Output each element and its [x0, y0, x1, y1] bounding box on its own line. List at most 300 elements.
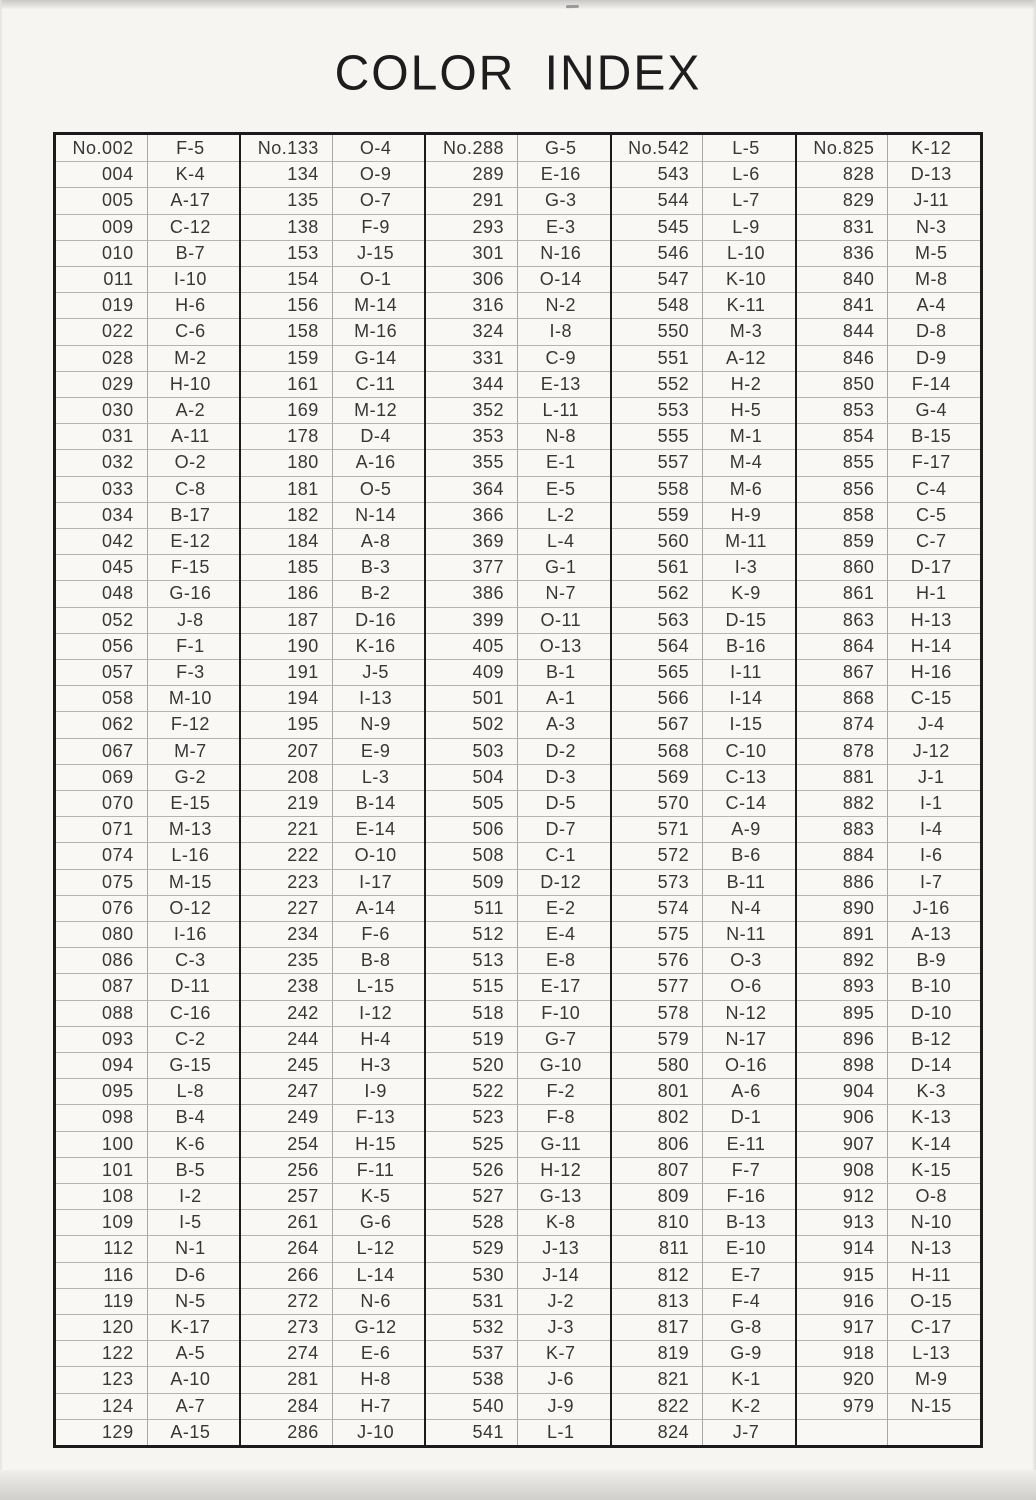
color-number-cell: 153 [241, 240, 333, 266]
color-code-cell: K-14 [888, 1131, 980, 1157]
scan-edge-bottom [0, 1470, 1036, 1500]
color-number-cell: 293 [426, 214, 518, 240]
color-code-cell: A-4 [888, 292, 980, 318]
color-number-cell: No.002 [56, 135, 148, 161]
color-number-cell: 284 [241, 1393, 333, 1419]
color-number-cell: 409 [426, 659, 518, 685]
color-code-cell: E-1 [518, 449, 610, 475]
color-number-cell: 062 [56, 711, 148, 737]
color-code-cell: F-5 [176, 137, 205, 158]
color-code-cell: O-11 [518, 607, 610, 633]
color-number-cell: 882 [797, 790, 889, 816]
color-number-cell: 266 [241, 1262, 333, 1288]
color-number-cell: No.288 [426, 135, 518, 161]
color-code-cell: F-9 [333, 214, 425, 240]
color-number-cell: 067 [56, 738, 148, 764]
color-number-cell: 045 [56, 554, 148, 580]
color-number-cell: 364 [426, 476, 518, 502]
color-code-cell: C-6 [148, 318, 240, 344]
color-code-cell: J-8 [148, 607, 240, 633]
color-code-cell: L-15 [333, 973, 425, 999]
color-number-cell: 186 [241, 580, 333, 606]
color-code-cell: N-13 [888, 1235, 980, 1261]
color-number-cell: No.133 [241, 135, 333, 161]
color-number-cell: 896 [797, 1026, 889, 1052]
color-code-cell: B-15 [888, 423, 980, 449]
color-number-cell: 272 [241, 1288, 333, 1314]
color-code-cell: B-3 [333, 554, 425, 580]
color-code-cell: A-15 [148, 1419, 240, 1445]
color-number-cell: 369 [426, 528, 518, 554]
color-code-cell: O-6 [703, 973, 795, 999]
color-number-cell: 555 [612, 423, 704, 449]
color-code-cell: B-14 [333, 790, 425, 816]
color-number-cell: 238 [241, 973, 333, 999]
color-number-cell: 861 [797, 580, 889, 606]
color-code-cell: E-7 [703, 1262, 795, 1288]
color-code-cell: A-17 [148, 187, 240, 213]
color-code-cell: M-4 [703, 449, 795, 475]
color-number-cell: 034 [56, 502, 148, 528]
color-number-cell: 069 [56, 764, 148, 790]
color-code-cell: E-2 [518, 895, 610, 921]
color-number-cell: 032 [56, 449, 148, 475]
color-number-cell: 850 [797, 371, 889, 397]
color-code-cell: I-12 [333, 1000, 425, 1026]
color-number-cell: 086 [56, 947, 148, 973]
color-code-cell: L-14 [333, 1262, 425, 1288]
color-number-cell: 561 [612, 554, 704, 580]
index-column-group-3 [424, 135, 609, 1445]
color-code-cell: K-2 [703, 1393, 795, 1419]
color-number-cell: 088 [56, 1000, 148, 1026]
color-number-cell: 860 [797, 554, 889, 580]
color-number-cell: 884 [797, 842, 889, 868]
color-number-cell: 033 [56, 476, 148, 502]
color-code-cell: O-10 [333, 842, 425, 868]
color-number-cell: 828 [797, 161, 889, 187]
color-number-cell: 898 [797, 1052, 889, 1078]
color-number-cell: 538 [426, 1366, 518, 1392]
page-title: COLOR INDEX [334, 46, 702, 101]
color-number-cell: 386 [426, 580, 518, 606]
color-code-cell: D-10 [888, 1000, 980, 1026]
color-number-cell: 181 [241, 476, 333, 502]
index-column-group-1 [56, 135, 239, 1445]
color-code-cell: N-9 [333, 711, 425, 737]
color-code-cell: I-15 [703, 711, 795, 737]
color-code-cell: G-2 [148, 764, 240, 790]
color-number-cell: 558 [612, 476, 704, 502]
color-code-cell: F-8 [518, 1104, 610, 1130]
color-number-cell: 908 [797, 1157, 889, 1183]
color-code-cell: D-15 [703, 607, 795, 633]
color-number-cell: 031 [56, 423, 148, 449]
scan-edge-right [1032, 0, 1036, 1500]
color-number-cell: 245 [241, 1052, 333, 1078]
color-number-cell: 511 [426, 895, 518, 921]
color-number-cell: 112 [56, 1235, 148, 1261]
color-number-cell: 184 [241, 528, 333, 554]
color-number-cell: 076 [56, 895, 148, 921]
color-number-cell: 868 [797, 685, 889, 711]
color-number-cell: 916 [797, 1288, 889, 1314]
color-code-cell: D-6 [148, 1262, 240, 1288]
color-code-cell: G-13 [518, 1183, 610, 1209]
color-code-cell: H-5 [703, 397, 795, 423]
color-code-cell: O-2 [148, 449, 240, 475]
color-code-cell: B-8 [333, 947, 425, 973]
color-code-cell: A-11 [148, 423, 240, 449]
color-number-cell: 109 [56, 1209, 148, 1235]
color-code-cell: H-7 [333, 1393, 425, 1419]
color-number-cell: 257 [241, 1183, 333, 1209]
color-code-cell: F-4 [703, 1288, 795, 1314]
color-number-cell: 920 [797, 1366, 889, 1392]
color-code-cell: F-1 [148, 633, 240, 659]
color-code-cell: C-16 [148, 1000, 240, 1026]
color-code-cell: J-15 [333, 240, 425, 266]
color-code-cell: H-12 [518, 1157, 610, 1183]
color-number-cell: 075 [56, 869, 148, 895]
color-code-cell: D-4 [333, 423, 425, 449]
color-code-cell: G-5 [545, 137, 577, 158]
color-number-cell: 559 [612, 502, 704, 528]
color-code-cell: M-5 [888, 240, 980, 266]
color-number-cell: 806 [612, 1131, 704, 1157]
color-number-cell: 011 [56, 266, 148, 292]
color-code-cell: B-2 [333, 580, 425, 606]
color-code-cell: G-11 [518, 1131, 610, 1157]
color-number-cell: 187 [241, 607, 333, 633]
color-number-cell: 156 [241, 292, 333, 318]
index-column-group-2 [239, 135, 424, 1445]
color-code-cell: C-17 [888, 1314, 980, 1340]
color-number-cell: 182 [241, 502, 333, 528]
color-number-cell: 824 [612, 1419, 704, 1445]
color-code-cell: E-5 [518, 476, 610, 502]
color-number-cell: 858 [797, 502, 889, 528]
color-code-cell: C-12 [148, 214, 240, 240]
color-number-cell: 154 [241, 266, 333, 292]
color-number-cell: 377 [426, 554, 518, 580]
color-number-cell: 344 [426, 371, 518, 397]
color-code-cell: J-16 [888, 895, 980, 921]
color-number-cell: 071 [56, 816, 148, 842]
color-code-cell: H-16 [888, 659, 980, 685]
color-code-cell: I-17 [333, 869, 425, 895]
color-code-cell: K-15 [888, 1157, 980, 1183]
color-code-cell: C-14 [703, 790, 795, 816]
color-number-cell: 235 [241, 947, 333, 973]
scan-artifact-mark [566, 5, 579, 8]
color-number-cell: 004 [56, 161, 148, 187]
color-number-cell: 098 [56, 1104, 148, 1130]
color-code-cell: D-9 [888, 345, 980, 371]
color-number-cell: 247 [241, 1078, 333, 1104]
color-number-cell: 273 [241, 1314, 333, 1340]
color-code-cell: N-6 [333, 1288, 425, 1314]
color-code-cell: J-14 [518, 1262, 610, 1288]
color-number-cell: 504 [426, 764, 518, 790]
color-number-cell: 564 [612, 633, 704, 659]
color-number-cell: 540 [426, 1393, 518, 1419]
color-code-cell: K-7 [518, 1340, 610, 1366]
color-number-cell: 551 [612, 345, 704, 371]
color-number-cell: 895 [797, 1000, 889, 1026]
color-code-cell: I-7 [888, 869, 980, 895]
color-code-cell: H-2 [703, 371, 795, 397]
color-code-cell: C-13 [703, 764, 795, 790]
color-number-cell: 135 [241, 187, 333, 213]
color-number-cell: 161 [241, 371, 333, 397]
color-code-cell: C-10 [703, 738, 795, 764]
color-code-cell: O-9 [333, 161, 425, 187]
color-number-cell: 352 [426, 397, 518, 423]
color-number-cell: 101 [56, 1157, 148, 1183]
color-code-cell: L-2 [518, 502, 610, 528]
color-code-cell: G-16 [148, 580, 240, 606]
color-number-cell: 256 [241, 1157, 333, 1183]
color-number-cell: 120 [56, 1314, 148, 1340]
color-number-cell: 840 [797, 266, 889, 292]
color-code-cell: L-11 [518, 397, 610, 423]
color-code-cell: D-12 [518, 869, 610, 895]
color-number-cell: 353 [426, 423, 518, 449]
color-number-cell: 525 [426, 1131, 518, 1157]
scan-edge-left [0, 0, 3, 1500]
color-code-cell: F-3 [148, 659, 240, 685]
color-code-cell: M-11 [703, 528, 795, 554]
color-number-cell: 306 [426, 266, 518, 292]
color-code-cell: B-10 [888, 973, 980, 999]
color-number-cell: 810 [612, 1209, 704, 1235]
color-code-cell: I-16 [148, 921, 240, 947]
color-code-cell: M-12 [333, 397, 425, 423]
color-code-cell: G-6 [333, 1209, 425, 1235]
color-code-cell: A-13 [888, 921, 980, 947]
color-number-cell: 074 [56, 842, 148, 868]
color-number-cell: 261 [241, 1209, 333, 1235]
color-number-cell: 523 [426, 1104, 518, 1130]
color-number-cell: 242 [241, 1000, 333, 1026]
color-number-cell: 080 [56, 921, 148, 947]
color-code-cell: A-7 [148, 1393, 240, 1419]
color-number-cell: 158 [241, 318, 333, 344]
color-number-cell: 576 [612, 947, 704, 973]
color-number-cell: 291 [426, 187, 518, 213]
color-number-cell: 859 [797, 528, 889, 554]
color-code-cell: D-8 [888, 318, 980, 344]
color-code-cell: N-2 [518, 292, 610, 318]
color-number-cell: 546 [612, 240, 704, 266]
color-code-cell: B-1 [518, 659, 610, 685]
color-number-cell: 530 [426, 1262, 518, 1288]
color-number-cell: 817 [612, 1314, 704, 1340]
color-number-cell: 208 [241, 764, 333, 790]
color-number-cell: 503 [426, 738, 518, 764]
color-code-cell: B-5 [148, 1157, 240, 1183]
color-code-cell: C-2 [148, 1026, 240, 1052]
color-number-cell: 913 [797, 1209, 889, 1235]
color-number-cell: 116 [56, 1262, 148, 1288]
color-code-cell: N-11 [703, 921, 795, 947]
color-number-cell: 405 [426, 633, 518, 659]
color-code-cell: G-3 [518, 187, 610, 213]
color-number-cell: 095 [56, 1078, 148, 1104]
color-code-cell: K-1 [703, 1366, 795, 1392]
color-number-cell: 129 [56, 1419, 148, 1445]
color-code-cell: B-7 [148, 240, 240, 266]
color-number-cell: 541 [426, 1419, 518, 1445]
color-code-cell: H-11 [888, 1262, 980, 1288]
color-code-cell: M-6 [703, 476, 795, 502]
color-code-cell: L-7 [703, 187, 795, 213]
color-code-cell: N-15 [888, 1393, 980, 1419]
color-number-cell: 195 [241, 711, 333, 737]
color-code-cell: A-6 [703, 1078, 795, 1104]
color-code-cell: C-5 [888, 502, 980, 528]
color-code-cell: O-14 [518, 266, 610, 292]
color-code-cell: B-17 [148, 502, 240, 528]
color-code-cell: K-4 [148, 161, 240, 187]
color-code-cell: A-1 [518, 685, 610, 711]
color-number-cell: 529 [426, 1235, 518, 1261]
color-number-cell: 108 [56, 1183, 148, 1209]
color-code-cell: L-12 [333, 1235, 425, 1261]
color-number-cell: 219 [241, 790, 333, 816]
color-code-cell: D-14 [888, 1052, 980, 1078]
color-code-cell: D-11 [148, 973, 240, 999]
color-number-cell: 569 [612, 764, 704, 790]
color-number-cell: 836 [797, 240, 889, 266]
color-number-cell: 567 [612, 711, 704, 737]
color-code-cell: C-7 [888, 528, 980, 554]
color-number-cell: 286 [241, 1419, 333, 1445]
color-code-cell: G-12 [333, 1314, 425, 1340]
color-code-cell: M-7 [148, 738, 240, 764]
color-number-cell: 801 [612, 1078, 704, 1104]
color-number-cell: 234 [241, 921, 333, 947]
color-code-cell: O-5 [333, 476, 425, 502]
color-number-cell: 545 [612, 214, 704, 240]
color-code-cell: L-1 [518, 1419, 610, 1445]
color-number-cell: 515 [426, 973, 518, 999]
color-number-cell: 578 [612, 1000, 704, 1026]
color-number-cell: 918 [797, 1340, 889, 1366]
color-code-cell: F-15 [148, 554, 240, 580]
color-number-cell: 531 [426, 1288, 518, 1314]
color-code-cell: L-6 [703, 161, 795, 187]
color-code-cell: O-12 [148, 895, 240, 921]
color-number-cell: 528 [426, 1209, 518, 1235]
color-number-cell: 227 [241, 895, 333, 921]
color-number-cell: 575 [612, 921, 704, 947]
color-code-cell: N-12 [703, 1000, 795, 1026]
color-number-cell: 244 [241, 1026, 333, 1052]
color-number-cell: 537 [426, 1340, 518, 1366]
color-code-cell: D-3 [518, 764, 610, 790]
color-code-cell: N-4 [703, 895, 795, 921]
color-code-cell: E-12 [148, 528, 240, 554]
color-code-cell: O-3 [703, 947, 795, 973]
color-code-cell: I-2 [148, 1183, 240, 1209]
color-number-cell: 281 [241, 1366, 333, 1392]
color-code-cell: L-10 [703, 240, 795, 266]
color-number-cell: 856 [797, 476, 889, 502]
color-number-cell: 829 [797, 187, 889, 213]
color-number-cell: 874 [797, 711, 889, 737]
color-code-cell: E-3 [518, 214, 610, 240]
color-number-cell: 831 [797, 214, 889, 240]
color-number-cell: 134 [241, 161, 333, 187]
color-number-cell: 030 [56, 397, 148, 423]
color-code-cell: I-13 [333, 685, 425, 711]
color-number-cell: 009 [56, 214, 148, 240]
color-code-cell: J-10 [333, 1419, 425, 1445]
color-number-cell: 223 [241, 869, 333, 895]
color-code-cell [888, 1419, 980, 1445]
color-number-cell: 811 [612, 1235, 704, 1261]
color-number-cell: 553 [612, 397, 704, 423]
color-number-cell: 878 [797, 738, 889, 764]
color-number-cell: 572 [612, 842, 704, 868]
color-code-cell: E-6 [333, 1340, 425, 1366]
color-code-cell: G-8 [703, 1314, 795, 1340]
color-number-cell: 100 [56, 1131, 148, 1157]
color-number-cell: 557 [612, 449, 704, 475]
color-number-cell: 864 [797, 633, 889, 659]
color-code-cell: H-3 [333, 1052, 425, 1078]
color-number-cell: 813 [612, 1288, 704, 1314]
color-number-cell: 563 [612, 607, 704, 633]
color-number-cell: 518 [426, 1000, 518, 1026]
color-number-cell: 562 [612, 580, 704, 606]
color-code-cell: L-4 [518, 528, 610, 554]
color-code-cell: H-13 [888, 607, 980, 633]
color-code-cell: F-12 [148, 711, 240, 737]
color-code-cell: J-3 [518, 1314, 610, 1340]
index-column-group-4 [610, 135, 795, 1445]
color-number-cell: 289 [426, 161, 518, 187]
color-number-cell: 890 [797, 895, 889, 921]
color-number-cell: 568 [612, 738, 704, 764]
color-code-cell: C-3 [148, 947, 240, 973]
color-number-cell: 122 [56, 1340, 148, 1366]
color-number-cell: 022 [56, 318, 148, 344]
color-number-cell: 893 [797, 973, 889, 999]
color-code-cell: N-14 [333, 502, 425, 528]
color-code-cell: H-1 [888, 580, 980, 606]
color-number-cell: 892 [797, 947, 889, 973]
color-code-cell: F-10 [518, 1000, 610, 1026]
color-code-cell: I-9 [333, 1078, 425, 1104]
color-code-cell: D-17 [888, 554, 980, 580]
color-code-cell: M-10 [148, 685, 240, 711]
color-code-cell: I-3 [703, 554, 795, 580]
color-code-cell: J-11 [888, 187, 980, 213]
color-number-cell: 058 [56, 685, 148, 711]
color-code-cell: O-7 [333, 187, 425, 213]
color-code-cell: D-1 [703, 1104, 795, 1130]
color-number-cell: 087 [56, 973, 148, 999]
color-code-cell: H-9 [703, 502, 795, 528]
color-number-cell: 005 [56, 187, 148, 213]
color-number-cell: 123 [56, 1366, 148, 1392]
color-code-cell: F-14 [888, 371, 980, 397]
color-code-cell: K-12 [911, 137, 952, 158]
color-code-cell: E-13 [518, 371, 610, 397]
